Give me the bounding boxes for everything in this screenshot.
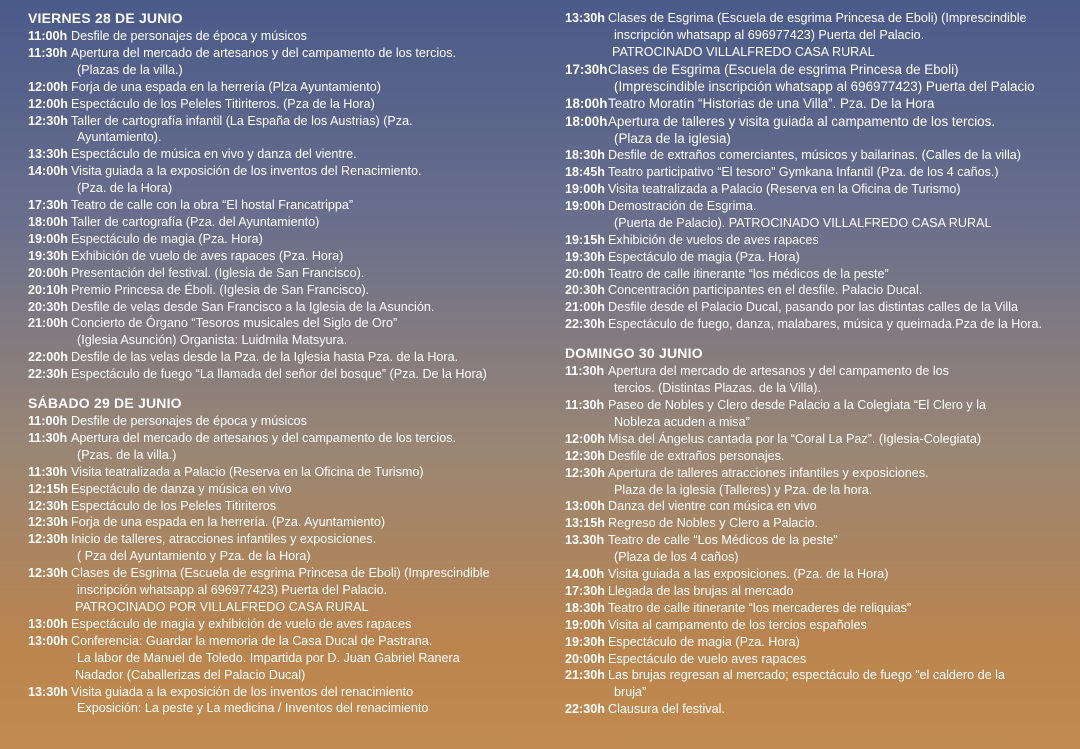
entry-continuation: bruja” [614, 685, 647, 700]
entry-time: 12:00h [28, 96, 68, 111]
schedule-entry [565, 61, 1070, 96]
entry-text: Visita guiada a la exposición de los inventos del renacimiento [71, 684, 414, 699]
schedule-entry [28, 214, 548, 231]
entry-text: Presentación del festival. (Iglesia de San Francisco). [71, 265, 365, 280]
entry-time: 12:15h [28, 481, 68, 496]
entry-time: 14.00h [565, 567, 605, 582]
entry-time: 20:00h [565, 266, 605, 281]
schedule-entry [28, 498, 548, 515]
entry-continuation: (Plazas de la villa.) [77, 62, 183, 77]
entry-text: Espectáculo de fuego, danza, malabares, música y queimada.Pza de la Hora. [608, 317, 1043, 332]
entry-time: 19:15h [565, 232, 605, 247]
schedule-entry [28, 163, 548, 197]
entry-time: 19:00h [565, 198, 605, 213]
entry-text: Apertura de talleres y visita guiada al campamento de los tercios. [608, 113, 996, 129]
schedule-entry [28, 79, 548, 96]
schedule-entry [565, 634, 1070, 651]
schedule-entry [28, 616, 548, 633]
entry-text: Llegada de las brujas al mercado [608, 583, 794, 598]
entry-time: 12:30h [565, 448, 605, 463]
entry-text: Taller de cartografía (Pza. del Ayuntamiento) [71, 214, 320, 229]
entry-text: Forja de una espada en la herrería (Plza Ayuntamiento) [71, 79, 381, 94]
entry-time: 13.30h [565, 533, 605, 548]
entry-time: 18:00h [28, 214, 68, 229]
entry-text: Espectáculo de vuelo aves rapaces [608, 651, 807, 666]
schedule-entry [565, 448, 1070, 465]
schedule-entry [28, 146, 548, 163]
entry-text: Espectáculo de magia (Pza. Hora) [608, 634, 800, 649]
entry-time: 17:30h [28, 198, 68, 213]
entry-continuation: (Pza. de la Hora) [77, 181, 173, 196]
entry-time: 13:15h [565, 516, 605, 531]
entry-time: 12:30h [565, 465, 605, 480]
entry-text: Espectáculo de fuego “La llamada del señor del bosque” (Pza. De la Hora) [71, 367, 487, 382]
entry-text: Apertura del mercado de artesanos y del campamento de los tercios. [71, 430, 457, 445]
schedule-entry [565, 431, 1070, 448]
schedule-entry [28, 299, 548, 316]
entry-time: 19:30h [565, 634, 605, 649]
entry-text: Visita guiada a las exposiciones. (Pza. de la Hora) [608, 567, 889, 582]
entry-continuation: (Plaza de la iglesia) [614, 130, 731, 146]
entry-continuation: Exposición: La peste y La medicina / Inventos del renacimiento [77, 701, 429, 716]
entry-time: 17:30h [565, 583, 605, 598]
schedule-entry [28, 684, 548, 718]
schedule-entry [28, 413, 548, 430]
schedule-entry [565, 181, 1070, 198]
entry-time: 11:30h [565, 397, 605, 412]
entry-text: Teatro Moratín “Historias de una Villa”. Pza. De la Hora [608, 96, 935, 112]
entry-time: 11:00h [28, 29, 68, 43]
schedule-entry [28, 28, 548, 45]
schedule-entry [565, 282, 1070, 299]
entry-time: 22:30h [565, 317, 605, 332]
entry-text: Danza del vientre con música en vivo [608, 499, 817, 514]
entry-text: Espectáculo de danza y música en vivo [71, 481, 292, 496]
entry-text: Exhibición de vuelos de aves rapaces [608, 232, 819, 247]
entry-text: Visita teatralizada a Palacio (Reserva en la Oficina de Turismo) [608, 182, 961, 197]
entry-text: Conferencia: Guardar la memoria de la Casa Ducal de Pastrana. [71, 633, 433, 648]
entry-time: 20:30h [565, 283, 605, 298]
entry-time: 19:30h [565, 249, 605, 264]
entry-time: 20:00h [565, 651, 605, 666]
left-column [28, 10, 548, 717]
schedule-entry [565, 232, 1070, 249]
entry-time: 14:00h [28, 164, 68, 179]
schedule-entry [28, 514, 548, 531]
entry-time: 22:30h [28, 367, 68, 382]
schedule-entry [565, 566, 1070, 583]
entry-text: Demostración de Esgrima. [608, 198, 757, 213]
schedule-sabado-continued [565, 10, 1070, 333]
schedule-entry [565, 164, 1070, 181]
entry-continuation: (Pzas. de la villa.) [77, 447, 177, 462]
schedule-entry [565, 583, 1070, 600]
entry-text: Espectáculo de música en vivo y danza del vientre. [71, 147, 357, 162]
entry-continuation: (Iglesia Asunción) Organista: Luidmila Matsyura. [77, 333, 348, 348]
schedule-entry [28, 430, 548, 464]
entry-time: 18:45h [565, 165, 605, 180]
schedule-entry [565, 316, 1070, 333]
entry-text: Regreso de Nobles y Clero a Palacio. [608, 516, 819, 531]
schedule-entry [28, 96, 548, 113]
entry-time: 19:00h [28, 231, 68, 246]
entry-time: 17:30h [565, 61, 608, 77]
entry-time: 21:30h [565, 668, 605, 683]
entry-text: Misa del Ángelus cantada por la “Coral La Paz”. (Iglesia-Colegiata) [608, 431, 982, 446]
schedule-entry [28, 265, 548, 282]
entry-time: 20:10h [28, 282, 68, 297]
entry-time: 13:30h [28, 147, 68, 162]
schedule-entry [565, 363, 1070, 397]
schedule-entry [28, 481, 548, 498]
schedule-entry [565, 600, 1070, 617]
schedule-entry [28, 349, 548, 366]
schedule-entry [28, 45, 548, 79]
entry-continuation: (Puerta de Palacio). PATROCINADO VILLALFREDO CASA RURAL [614, 215, 992, 230]
entry-time: 12:30h [28, 113, 68, 128]
entry-time: 12:00h [565, 431, 605, 446]
entry-time: 19:00h [565, 617, 605, 632]
schedule-entry [565, 266, 1070, 283]
schedule-entry [565, 10, 1070, 61]
entry-continuation: tercios. (Distintas Plazas. de la Villa). [614, 381, 821, 396]
entry-time: 20:30h [28, 299, 68, 314]
entry-time: 13:00h [565, 499, 605, 514]
entry-time: 12:30h [28, 498, 68, 513]
entry-continuation: (Plaza de los 4 caños) [614, 550, 739, 565]
schedule-entry [28, 633, 548, 684]
entry-text: Desfile de extraños personajes. [608, 448, 785, 463]
entry-time: 13:30h [28, 684, 68, 699]
entry-time: 18:00h [565, 113, 608, 129]
entry-text: Teatro de calle “Los Médicos de la peste” [608, 533, 838, 548]
entry-text: Las brujas regresan al mercado; espectáculo de fuego “el caldero de la [608, 668, 1005, 683]
schedule-entry [565, 249, 1070, 266]
entry-continuation: inscripción whatsapp al 696977423) Puerta del Palacio. [614, 27, 925, 42]
entry-text: Desfile de velas desde San Francisco a la Iglesia de la Asunción. [71, 299, 435, 314]
schedule-entry [28, 197, 548, 214]
entry-time: 21:00h [565, 300, 605, 315]
schedule-entry [565, 532, 1070, 566]
entry-text: Teatro de calle itinerante “los mercaderes de reliquias” [608, 600, 912, 615]
entry-time: 12:00h [28, 79, 68, 94]
schedule-entry [28, 565, 548, 616]
entry-time: 13:00h [28, 633, 68, 648]
entry-time: 18:30h [565, 148, 605, 163]
entry-text: Teatro participativo “El tesoro” Gymkana Infantil (Pza. de los 4 caños.) [608, 165, 999, 180]
entry-text: Desfile de extraños comerciantes, músicos y bailarinas. (Calles de la villa) [608, 148, 1021, 163]
entry-continuation: Ayuntamiento). [77, 130, 162, 145]
entry-continuation: PATROCINADO VILLALFREDO CASA RURAL [612, 44, 875, 59]
day-heading-domingo: DOMINGO 30 JUNIO [565, 345, 703, 362]
schedule-entry [28, 531, 548, 565]
schedule-entry [565, 95, 1070, 112]
entry-text: Clases de Esgrima (Escuela de esgrima Princesa de Eboli) (Imprescindible [71, 566, 490, 581]
schedule-entry [28, 315, 548, 349]
entry-text: Visita teatralizada a Palacio (Reserva en la Oficina de Turismo) [71, 464, 424, 479]
day-heading-viernes: VIERNES 28 DE JUNIO [28, 10, 183, 26]
entry-continuation: ( Pza del Ayuntamiento y Pza. de la Hora) [77, 549, 311, 564]
entry-time: 20:00h [28, 265, 68, 280]
entry-time: 11:30h [28, 430, 68, 445]
entry-time: 18:30h [565, 600, 605, 615]
schedule-entry [28, 366, 548, 383]
schedule-entry [565, 667, 1070, 701]
entry-text: Clases de Esgrima (Escuela de esgrima Princesa de Eboli) (Imprescindible [608, 11, 1027, 25]
entry-text: Espectáculo de magia (Pza. Hora) [608, 249, 800, 264]
entry-continuation: Plaza de la iglesia (Talleres) y Pza. de la hora. [614, 482, 873, 497]
schedule-sabado [28, 413, 548, 717]
entry-time: 22:30h [565, 702, 605, 717]
schedule-entry [565, 465, 1070, 499]
entry-text: Clases de Esgrima (Escuela de esgrima Princesa de Eboli) [608, 61, 959, 77]
entry-text: Teatro de calle itinerante “los médicos de la peste” [608, 266, 889, 281]
schedule-entry [565, 299, 1070, 316]
entry-time: 22:00h [28, 350, 68, 365]
entry-continuation: Nobleza acuden a misa” [614, 414, 750, 429]
schedule-viernes [28, 28, 548, 383]
schedule-entry [565, 498, 1070, 515]
schedule-entry [28, 113, 548, 147]
entry-text: Espectáculo de magia (Pza. Hora) [71, 231, 263, 246]
schedule-entry [28, 282, 548, 299]
entry-time: 13:00h [28, 616, 68, 631]
entry-time: 11:30h [28, 45, 68, 60]
right-column [565, 10, 1070, 718]
entry-text: Concierto de Órgano “Tesoros musicales del Siglo de Oro” [71, 316, 398, 331]
entry-text: Desfile de las velas desde la Pza. de la Iglesia hasta Pza. de la Hora. [71, 350, 459, 365]
entry-continuation: inscripción whatsapp al 696977423) Puerta del Palacio. [77, 583, 388, 598]
entry-text: Premio Princesa de Éboli. (Iglesia de San Francisco). [71, 282, 370, 297]
entry-text: Desfile desde el Palacio Ducal, pasando por las distintas calles de la Villa [608, 300, 1018, 315]
entry-time: 13:30h [565, 11, 605, 25]
entry-text: Clausura del festival. [608, 702, 725, 717]
schedule-entry [565, 113, 1070, 148]
entry-text: Concentración participantes en el desfile. Palacio Ducal. [608, 283, 923, 298]
entry-text: Espectáculo de los Peleles Titiriteros [71, 498, 277, 513]
entry-time: 11:30h [28, 464, 68, 479]
entry-time: 12:30h [28, 515, 68, 530]
schedule-entry [565, 651, 1070, 668]
entry-text: Apertura del mercado de artesanos y del campamento de los tercios. [71, 45, 457, 60]
entry-time: 19:00h [565, 182, 605, 197]
entry-text: Desfile de personajes de época y músicos [71, 29, 307, 43]
schedule-entry [565, 147, 1070, 164]
entry-time: 18:00h [565, 96, 608, 112]
entry-time: 21:00h [28, 316, 68, 331]
entry-text: Paseo de Nobles y Clero desde Palacio a la Colegiata “El Clero y la [608, 397, 987, 412]
entry-time: 19:30h [28, 248, 68, 263]
entry-text: Espectáculo de los Peleles Titiriteros. (Pza de la Hora) [71, 96, 375, 111]
entry-continuation: PATROCINADO POR VILLALFREDO CASA RURAL [75, 600, 369, 614]
entry-text: Visita guiada a la exposición de los inventos del Renacimiento. [71, 164, 422, 179]
schedule-entry [565, 617, 1070, 634]
entry-text: Teatro de calle con la obra “El hostal Francatrippa” [71, 198, 354, 213]
entry-text: Visita al campamento de los tercios españoles [608, 617, 867, 632]
entry-time: 12:30h [28, 532, 68, 547]
entry-text: Exhibición de vuelo de aves rapaces (Pza. Hora) [71, 248, 344, 263]
entry-continuation: (Imprescindible inscripción whatsapp al 696977423) Puerta del Palacio [614, 79, 1035, 95]
entry-text: Taller de cartografía infantil (La España de los Austrias) (Pza. [71, 113, 413, 128]
entry-text: Forja de una espada en la herrería. (Pza. Ayuntamiento) [71, 515, 386, 530]
entry-text: Apertura del mercado de artesanos y del campamento de los [608, 364, 949, 379]
schedule-entry [28, 464, 548, 481]
schedule-domingo [565, 363, 1070, 718]
entry-text: Inicio de talleres, atracciones infantiles y exposiciones. [71, 532, 377, 547]
entry-continuation: Nadador (Caballerizas del Palacio Ducal) [75, 667, 306, 682]
entry-continuation: La labor de Manuel de Toledo. Impartida por D. Juan Gabriel Ranera [77, 650, 460, 665]
entry-time: 11:00h [28, 414, 68, 429]
schedule-entry [565, 701, 1070, 718]
schedule-entry [28, 231, 548, 248]
schedule-entry [565, 397, 1070, 431]
entry-text: Apertura de talleres atracciones infantiles y exposiciones. [608, 465, 929, 480]
day-heading-sabado: SÁBADO 29 DE JUNIO [28, 395, 182, 412]
entry-time: 11:30h [565, 364, 605, 379]
entry-text: Espectáculo de magia y exhibición de vuelo de aves rapaces [71, 616, 412, 631]
entry-text: Desfile de personajes de época y músicos [71, 414, 307, 429]
schedule-entry [28, 248, 548, 265]
schedule-entry [565, 198, 1070, 232]
entry-time: 12:30h [28, 566, 68, 581]
schedule-entry [565, 515, 1070, 532]
